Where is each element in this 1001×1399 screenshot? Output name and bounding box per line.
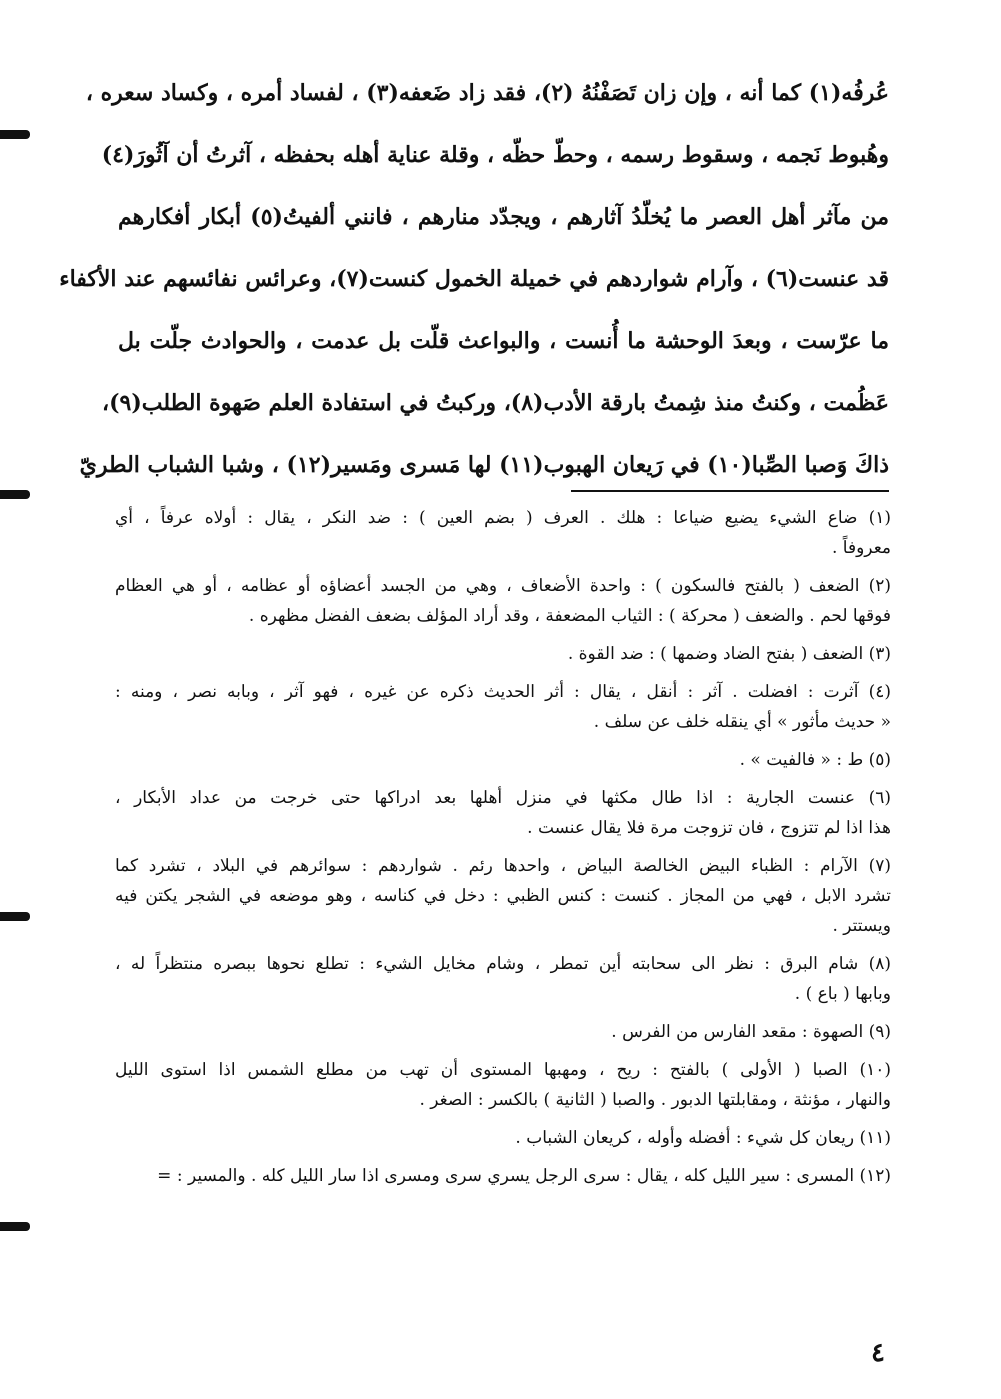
- footnote: [115, 1123, 891, 1153]
- footnote-line: (٩) الصهوة : مقعد الفارس من الفرس .: [611, 1022, 891, 1042]
- scan-edge-mark: [0, 1222, 30, 1231]
- footnote: [115, 503, 891, 563]
- footnote: [115, 783, 891, 843]
- footnote-line: (١٠) الصبا ( الأولى ) بالفتح : ريح ، ومهبها المستوى أن تهب من مطلع الشمس اذا استوى الليل: [115, 1060, 891, 1080]
- footnote-line: (٢) الضعف ( بالفتح فالسكون ) : واحدة الأضعاف ، وهي من الجسد أعضاؤه أو عظامه ، أو هي العظام: [115, 576, 891, 596]
- footnote-line: معروفاً .: [831, 538, 891, 558]
- footnote: [115, 851, 891, 941]
- main-text: [59, 62, 890, 496]
- footnote: [115, 949, 891, 1009]
- footnote-line: (٥) ط : « فالفيت » .: [739, 750, 891, 770]
- footnote-line: والنهار ، مؤنثة ، ومقابلتها الدبور . والصبا ( الثانية ) بالكسر : الصغر .: [419, 1090, 891, 1110]
- main-text-line: عُرفُه(١) كما أنه ، وإن زان تَصَفْنُهُ (٢)، فقد زاد ضَعفه(٣) ، لفساد أمره ، وكساد سعره ،: [85, 80, 889, 106]
- footnote-line: (١١) ريعان كل شيء : أفضله وأوله ، كريعان الشباب .: [515, 1128, 891, 1148]
- footnote-line: وبابها ( باع ) .: [794, 984, 891, 1004]
- scan-edge-mark: [0, 490, 30, 499]
- page-number: ٤: [871, 1338, 885, 1368]
- footnote-line: تشرد الابل ، فهي من المجاز . كنست : كنس الظبي : دخل في كناسه ، وهو موضعه في الشجر يكتن فيه: [115, 886, 891, 906]
- footnote: [115, 745, 891, 775]
- main-text-line: ما عرّست ، وبعدَ الوحشة ما أُنست ، والبواعث قلّت بل عدمت ، والحوادث جلّت بل: [118, 328, 889, 354]
- scan-edge-mark: [0, 130, 30, 139]
- footnote-line: (٦) عنست الجارية : اذا طال مكثها في منزل أهلها بعد ادراكها حتى خرجت من عداد الأبكار ،: [115, 788, 891, 808]
- main-text-line: وهُبوط نَجمه ، وسقوط رسمه ، وحطّ حظّه ، وقلة عناية أهله بحفظه ، آثرتُ أن آثُورَ(٤): [101, 142, 889, 168]
- footnote-line: « حديث مأثور » أي ينقله خلف عن سلف .: [593, 712, 891, 732]
- footnote: [115, 677, 891, 737]
- footnote-line: هذا اذا لم تتزوج ، فان تزوجت مرة فلا يقال عنست .: [527, 818, 891, 838]
- main-text-line: من مآثر أهل العصر ما يُخلّدُ آثارهم ، ويجدّد منارهم ، فانني ألفيتُ(٥) أبكار أفكارهم: [118, 204, 890, 230]
- footnote: [115, 571, 891, 631]
- main-text-line: عَظُمت ، وكنتُ منذ شِمتُ بارقة الأدب(٨)، وركبتُ في استفادة العلم صَهوة الطلب(٩)،: [102, 390, 889, 416]
- footnote: [115, 1161, 891, 1191]
- footnotes: [115, 503, 891, 1199]
- footnote-line: (٣) الضعف ( بفتح الضاد وضمها ) : ضد القوة .: [567, 644, 891, 664]
- footnote-line: ويستتر .: [832, 916, 891, 936]
- footnote-line: (١٢) المسرى : سير الليل كله ، يقال : سرى الرجل يسري سرى ومسرى اذا سار الليل كله . والمسير : =: [157, 1166, 891, 1186]
- footnote-separator: [571, 490, 889, 492]
- footnote: [115, 1055, 891, 1115]
- footnote: [115, 1017, 891, 1047]
- footnote-line: (١) ضاع الشيء يضيع ضياعا : هلك . العرف ( بضم العين ) : ضد النكر ، يقال : أولاه عرفاً ، أي: [115, 508, 891, 528]
- footnote-line: فوقها لحم . والضعف ( محركة ) : الثياب المضعفة ، وقد أراد المؤلف بضعف الفضل مظهره .: [248, 606, 891, 626]
- scan-edge-mark: [0, 912, 30, 921]
- main-text-line: ذاكَ وَصبا الصِّبا(١٠) في رَيعان الهبوب(١١) لها مَسرى ومَسير(١٢) ، وشبا الشباب الطريّ: [79, 452, 889, 478]
- main-text-line: قد عنست(٦) ، وآرام شواردهم في خميلة الخمول كنست(٧)، وعرائس نفائسهم عند الأكفاء: [59, 266, 889, 292]
- footnote: [115, 639, 891, 669]
- footnote-line: (٧) الآرام : الظباء البيض الخالصة البياض ، واحدها رئم . شواردهم : سوائرهم في البلاد ، تشرد كما: [115, 856, 891, 876]
- footnote-line: (٤) آثرت : افضلت . آثر : أنقل ، يقال : أثر الحديث ذكره عن غيره ، فهو آثر ، وبابه نصر ، ومنه :: [115, 682, 891, 702]
- footnote-line: (٨) شام البرق : نظر الى سحابته أين تمطر ، وشام مخايل الشيء : تطلع نحوها ببصره منتظراً له ،: [115, 954, 891, 974]
